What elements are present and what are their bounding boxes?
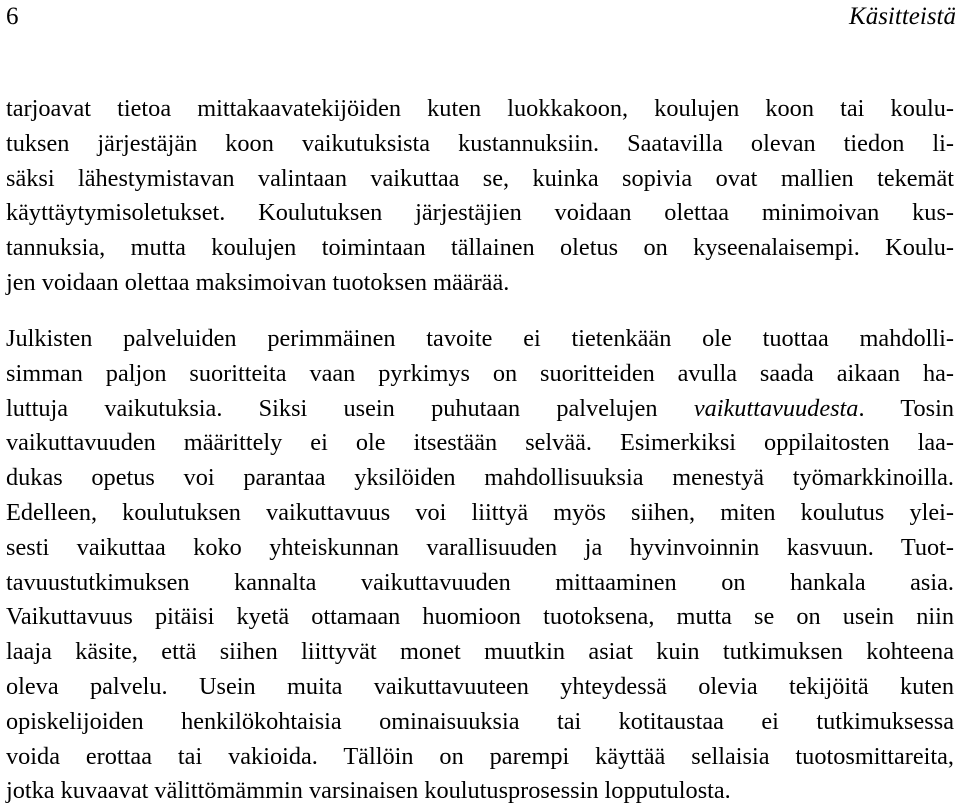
text-line: opiskelijoiden henkilökohtaisia ominaisuuksia tai kotitaustaa ei tutkimuksessa: [6, 707, 954, 735]
text-line: tuksen järjestäjän koon vaikutuksista kustannuksiin. Saatavilla olevan tiedon li-: [6, 129, 954, 157]
paragraph-2: [6, 322, 954, 809]
text-line: tannuksia, mutta koulujen toimintaan tällainen oletus on kyseenalaisempi. Koulu-: [6, 234, 954, 262]
text-line: voida erottaa tai vakioida. Tällöin on parempi käyttää sellaisia tuotosmittareita,: [6, 742, 954, 770]
text-line: käyttäytymisoletukset. Koulutuksen järjestäjien voidaan olettaa minimoivan kus-: [6, 199, 954, 227]
text-line: oleva palvelu. Usein muita vaikuttavuuteen yhteydessä olevia tekijöitä kuten: [6, 672, 954, 700]
text-line: vaikuttavuuden määrittely ei ole itsestään selvää. Esimerkiksi oppilaitosten laa-: [6, 429, 954, 457]
text-line: Edelleen, koulutuksen vaikuttavuus voi liittyä myös siihen, miten koulutus ylei-: [6, 498, 954, 526]
text-line: jotka kuvaavat välittömämmin varsinaisen koulutusprosessin lopputulosta.: [6, 777, 731, 805]
page-number: 6: [6, 3, 19, 30]
text-line: tavuustutkimuksen kannalta vaikuttavuuden mittaaminen on hankala asia.: [6, 568, 954, 596]
text-line: säksi lähestymistavan valintaan vaikuttaa se, kuinka sopivia ovat mallien tekemät: [6, 164, 954, 192]
running-title: Käsitteistä: [849, 3, 956, 30]
text-line: Julkisten palveluiden perimmäinen tavoite ei tietenkään ole tuottaa mahdolli-: [6, 325, 954, 352]
text-segment: luttuja vaikutuksia. Siksi usein puhutaan palvelujen: [6, 394, 694, 422]
text-line: dukas opetus voi parantaa yksilöiden mahdollisuuksia menestyä työmarkkinoilla.: [6, 464, 954, 492]
text-line: sesti vaikuttaa koko yhteiskunnan varallisuuden ja hyvinvoinnin kasvuun. Tuot-: [6, 533, 954, 561]
text-line: jen voidaan olettaa maksimoivan tuotoksen määrää.: [6, 268, 510, 296]
text-line: laaja käsite, että siihen liittyvät monet muutkin asiat kuin tutkimuksen kohteena: [6, 638, 954, 666]
text-line: Vaikuttavuus pitäisi kyetä ottamaan huomioon tuotoksena, mutta se on usein niin: [6, 603, 954, 631]
text-line: tarjoavat tietoa mittakaavatekijöiden kuten luokkakoon, koulujen koon tai koulu-: [6, 95, 954, 122]
page-header: [0, 0, 960, 40]
text-segment: . Tosin: [858, 394, 954, 422]
text-line: [6, 392, 954, 427]
text-line: simman paljon suoritteita vaan pyrkimys on suoritteiden avulla saada aikaan ha-: [6, 359, 954, 387]
paragraph-1: [6, 92, 954, 301]
italic-term: vaikuttavuudesta: [693, 394, 859, 422]
